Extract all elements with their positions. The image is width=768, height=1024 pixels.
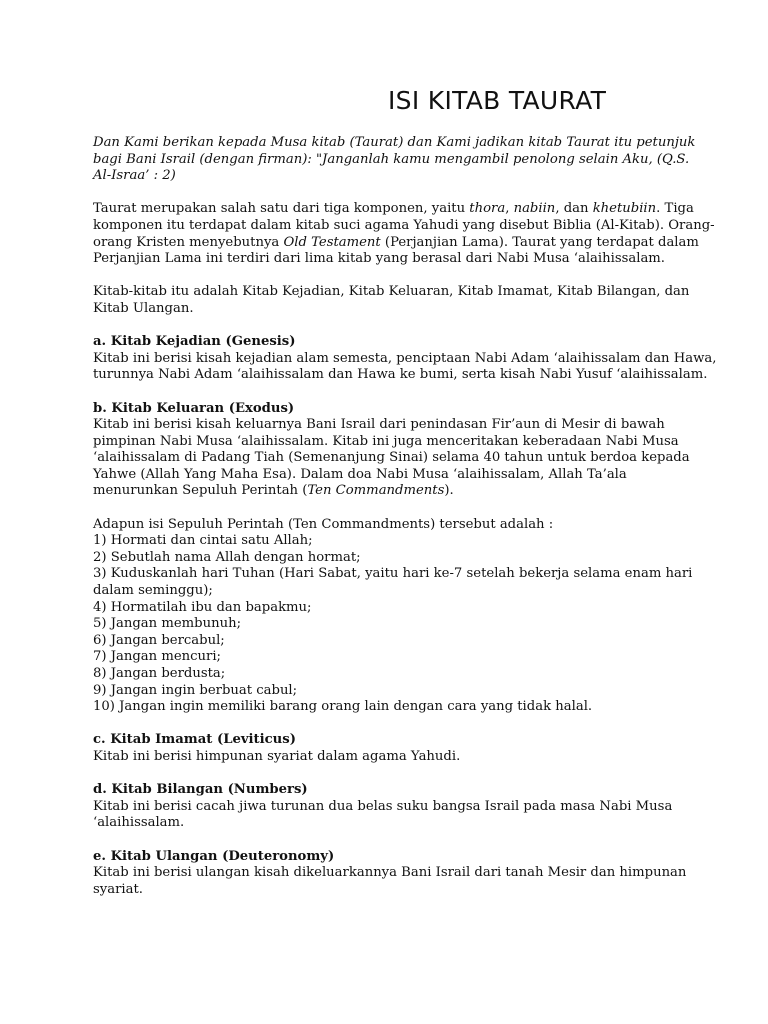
- text-run: . Tiga: [656, 201, 694, 217]
- commandment-item: 4) Hormatilah ibu dan bapakmu;: [93, 599, 312, 615]
- page-title: ISI KITAB TAURAT: [388, 86, 607, 115]
- section-heading: c. Kitab Imamat (Leviticus): [93, 732, 296, 748]
- text-run: , dan: [555, 201, 593, 217]
- commandment-item: 9) Jangan ingin berbuat cabul;: [93, 682, 298, 698]
- commandment-item: 1) Hormati dan cintai satu Allah;: [93, 533, 313, 549]
- section-line: ‘alaihissalam di Padang Tiah (Semenanjung Sinai) selama 40 tahun untuk berdoa kepada: [93, 450, 690, 466]
- section-heading: d. Kitab Bilangan (Numbers): [93, 782, 308, 798]
- paragraph-line: [93, 234, 699, 252]
- commandments-list: [93, 516, 693, 716]
- section-line: Kitab ini berisi himpunan syariat dalam agama Yahudi.: [93, 748, 461, 764]
- paragraph-line: Kitab-kitab itu adalah Kitab Kejadian, Kitab Keluaran, Kitab Imamat, Kitab Bilangan, dan: [93, 284, 690, 300]
- commandments-intro: Adapun isi Sepuluh Perintah (Ten Commandments) tersebut adalah :: [93, 516, 554, 532]
- section-line: Yahwe (Allah Yang Maha Esa). Dalam doa Nabi Musa ‘alaihissalam, Allah Ta’ala: [93, 466, 627, 482]
- commandment-item: 8) Jangan berdusta;: [93, 666, 226, 681]
- term-nabiin: nabiin: [513, 201, 556, 217]
- paragraph-kitab-list: [93, 284, 690, 317]
- term-old-testament: Old Testament: [283, 234, 381, 250]
- section-ulangan: [93, 849, 685, 899]
- section-kejadian: [93, 334, 717, 384]
- section-line: Kitab ini berisi kisah kejadian alam semesta, penciptaan Nabi Adam ‘alaihissalam dan Hawa,: [93, 350, 717, 366]
- commandment-item: 2) Sebutlah nama Allah dengan hormat;: [93, 549, 361, 565]
- section-line: [93, 483, 685, 500]
- intro-line: Dan Kami berikan kepada Musa kitab (Taurat) dan Kami jadikan kitab Taurat itu petunjuk: [93, 135, 696, 150]
- paragraph-line: komponen itu terdapat dalam kitab suci agama Yahudi yang disebut Biblia (Al-Kitab). Orang-: [93, 217, 715, 233]
- section-line: turunnya Nabi Adam ‘alaihissalam dan Hawa ke bumi, serta kisah Nabi Yusuf ‘alaihissalam.: [93, 367, 708, 383]
- section-imamat: [93, 732, 685, 765]
- intro-line: bagi Bani Israil (dengan firman): "Janganlah kamu mengambil penolong selain Aku, (Q.S.: [93, 151, 690, 167]
- commandment-item: 5) Jangan membunuh;: [93, 616, 242, 632]
- text-run: orang Kristen menyebutnya: [93, 234, 284, 250]
- section-heading: b. Kitab Keluaran (Exodus): [93, 400, 295, 416]
- section-line: syariat.: [93, 881, 143, 897]
- section-line: ‘alaihissalam.: [93, 815, 185, 831]
- text-run: Taurat merupakan salah satu dari tiga komponen, yaitu: [93, 201, 470, 217]
- intro-line: Al-Israa’ : 2): [93, 168, 176, 184]
- section-line: pimpinan Nabi Musa ‘alaihissalam. Kitab ini juga menceritakan keberadaan Nabi Musa: [93, 433, 679, 449]
- text-run: menurunkan Sepuluh Perintah (: [93, 483, 308, 499]
- commandment-item: 6) Jangan bercabul;: [93, 632, 225, 648]
- commandment-item: 10) Jangan ingin memiliki barang orang lain dengan cara yang tidak halal.: [93, 699, 593, 715]
- section-heading: a. Kitab Kejadian (Genesis): [93, 334, 296, 350]
- paragraph-line: [93, 201, 694, 218]
- commandment-item: 3) Kuduskanlah hari Tuhan (Hari Sabat, yaitu hari ke-7 setelah bekerja selama enam hari: [93, 566, 693, 582]
- section-line: Kitab ini berisi kisah keluarnya Bani Israil dari penindasan Fir’aun di Mesir di bawah: [93, 417, 665, 433]
- commandment-item: dalam seminggu);: [93, 583, 213, 599]
- text-run: ).: [444, 483, 454, 499]
- text-run: (Perjanjian Lama). Taurat yang terdapat dalam: [380, 234, 699, 250]
- text-run: ,: [505, 201, 514, 217]
- term-ten-commandments: Ten Commandments: [307, 483, 445, 499]
- section-bilangan: [93, 782, 685, 832]
- section-line: Kitab ini berisi cacah jiwa turunan dua belas suku bangsa Israil pada masa Nabi Musa: [93, 798, 673, 814]
- section-heading: e. Kitab Ulangan (Deuteronomy): [93, 848, 335, 864]
- paragraph-taurat-components: [93, 201, 715, 267]
- section-line: Kitab ini berisi ulangan kisah dikeluarkannya Bani Israil dari tanah Mesir dan himpunan: [93, 865, 687, 881]
- section-keluaran: [93, 400, 690, 501]
- intro-quote: [93, 135, 696, 185]
- term-thora: thora: [469, 201, 506, 217]
- paragraph-line: Perjanjian Lama ini terdiri dari lima kitab yang berasal dari Nabi Musa ‘alaihissalam.: [93, 251, 666, 267]
- commandment-item: 7) Jangan mencuri;: [93, 649, 222, 665]
- paragraph-line: Kitab Ulangan.: [93, 300, 194, 316]
- term-khetubiin: khetubiin: [592, 201, 657, 217]
- document-body: [93, 135, 717, 898]
